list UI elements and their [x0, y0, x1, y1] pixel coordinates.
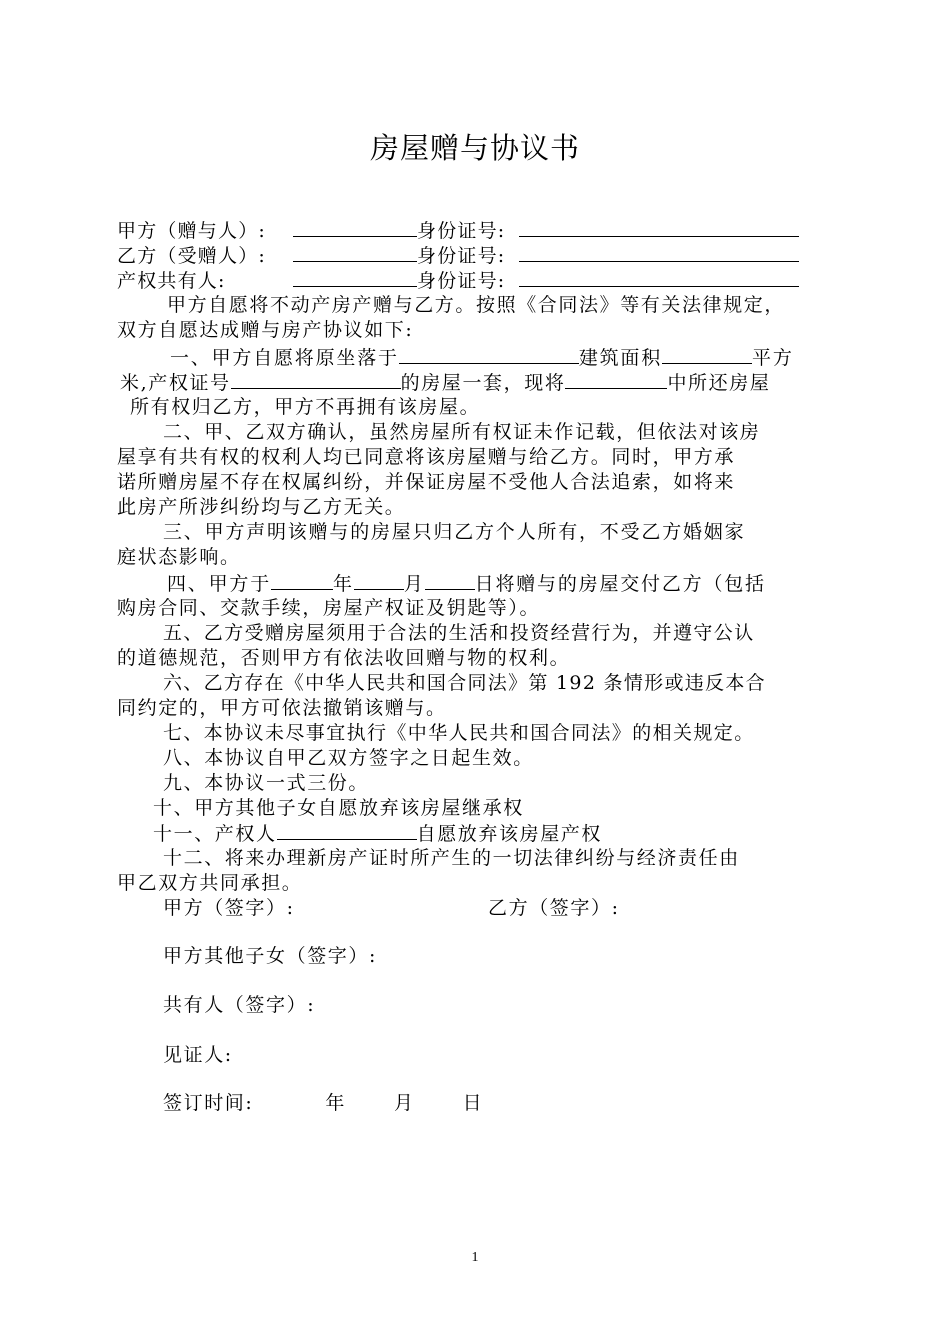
date-label: 签订时间: [163, 1092, 254, 1114]
clause-4-text-a: 四、甲方于 [167, 573, 272, 595]
clause-2-line-1: 二、甲、乙双方确认，虽然房屋所有权证未作记载，但依法对该房 [163, 421, 761, 443]
party-a-id-blank[interactable] [519, 218, 799, 237]
clause-12-line-2: 甲乙双方共同承担。 [117, 872, 303, 894]
party-b-id-blank[interactable] [519, 243, 799, 262]
location-blank[interactable] [399, 345, 579, 364]
co-owner-id-label: 身份证号: [417, 270, 506, 292]
clause-4-line-1 [167, 571, 766, 596]
co-owner-name-blank[interactable] [293, 268, 417, 287]
co-owner-id-blank[interactable] [519, 268, 799, 287]
intro-line-1: 甲方自愿将不动产房产赠与乙方。按照《合同法》等有关法律规定， [167, 294, 786, 316]
clause-5-line-2: 的道德规范，否则甲方有依法收回赠与物的权利。 [117, 647, 571, 669]
date-month: 月 [394, 1092, 415, 1114]
clause-1-line-2 [120, 370, 770, 395]
clause-2-line-3: 诺所赠房屋不存在权属纠纷，并保证房屋不受他人合法追索，如将来 [117, 471, 736, 493]
clause-7: 七、本协议未尽事宜执行《中华人民共和国合同法》的相关规定。 [163, 722, 755, 744]
clause-1-text-b: 建筑面积 [578, 347, 663, 369]
month-blank[interactable] [354, 571, 404, 590]
date-year: 年 [325, 1092, 347, 1114]
day-blank[interactable] [425, 571, 475, 590]
clause-1-line-3: 所有权归乙方，甲方不再拥有该房屋。 [130, 396, 481, 418]
clause-1-text-a: 一、甲方自愿将原坐落于 [170, 347, 399, 369]
house-blank[interactable] [565, 370, 667, 389]
party-b-signature[interactable]: 乙方（签字）: [488, 897, 620, 919]
clause-4-month: 月 [403, 573, 425, 595]
party-b-id-label: 身份证号: [417, 245, 506, 267]
document-title: 房屋赠与协议书 [369, 131, 580, 165]
clause-3-line-2: 庭状态影响。 [117, 546, 241, 568]
area-blank[interactable] [662, 345, 752, 364]
clause-1-text-f: 中所还房屋 [667, 372, 771, 394]
party-a-id-label: 身份证号: [417, 220, 506, 242]
witness-signature[interactable]: 见证人: [163, 1044, 233, 1066]
clause-1-text-c: 平方 [752, 347, 794, 369]
signing-date [163, 1091, 483, 1115]
clause-10: 十、甲方其他子女自愿放弃该房屋继承权 [153, 797, 524, 819]
date-day: 日 [462, 1092, 484, 1114]
clause-4-year: 年 [333, 573, 354, 595]
party-a-signature[interactable]: 甲方（签字）: [163, 897, 295, 919]
party-a-row [117, 218, 799, 243]
co-owner-label: 产权共有人: [117, 270, 226, 292]
clause-2-line-2: 屋享有共有权的权利人均已同意将该房屋赠与给乙方。同时，甲方承 [117, 446, 736, 468]
party-a-label: 甲方（赠与人）: [117, 220, 267, 242]
clause-4-line-2: 购房合同、交款手续，房屋产权证及钥匙等）。 [117, 597, 541, 619]
party-a-name-blank[interactable] [293, 218, 417, 237]
owner-name-blank[interactable] [277, 821, 417, 840]
clause-3-line-1: 三、甲方声明该赠与的房屋只归乙方个人所有，不受乙方婚姻家 [163, 521, 746, 543]
clause-6-line-2: 同约定的，甲方可依法撤销该赠与。 [117, 697, 447, 719]
page-number: 1 [471, 1250, 479, 1265]
clause-1-text-e: 的房屋一套，现将 [400, 372, 566, 394]
children-signature[interactable]: 甲方其他子女（签字）: [163, 945, 378, 967]
clause-1-line-1 [170, 345, 794, 370]
clause-11 [153, 821, 602, 846]
year-blank[interactable] [271, 571, 333, 590]
clause-8: 八、本协议自甲乙双方签字之日起生效。 [163, 747, 534, 769]
clause-11-text-b: 自愿放弃该房屋产权 [416, 823, 603, 845]
co-owner-signature[interactable]: 共有人（签字）: [163, 994, 316, 1016]
clause-9: 九、本协议一式三份。 [163, 772, 370, 794]
clause-12-line-1: 十二、将来办理新房产证时所产生的一切法律纠纷与经济责任由 [163, 847, 740, 869]
clause-11-text-a: 十一、产权人 [153, 823, 277, 845]
clause-4-text-d: 日将赠与的房屋交付乙方（包括 [474, 573, 766, 595]
certificate-no-blank[interactable] [231, 370, 401, 389]
clause-5-line-1: 五、乙方受赠房屋须用于合法的生活和投资经营行为，并遵守公认 [163, 622, 755, 644]
co-owner-row [117, 268, 799, 293]
party-b-label: 乙方（受赠人）: [117, 245, 267, 267]
clause-2-line-4: 此房产所涉纠纷均与乙方无关。 [117, 496, 406, 518]
intro-line-2: 双方自愿达成赠与房产协议如下: [117, 319, 414, 341]
party-b-name-blank[interactable] [293, 243, 417, 262]
clause-1-text-d: 米,产权证号 [120, 372, 231, 394]
clause-6-line-1: 六、乙方存在《中华人民共和国合同法》第 192 条情形或违反本合 [163, 672, 766, 694]
party-b-row [117, 243, 799, 268]
